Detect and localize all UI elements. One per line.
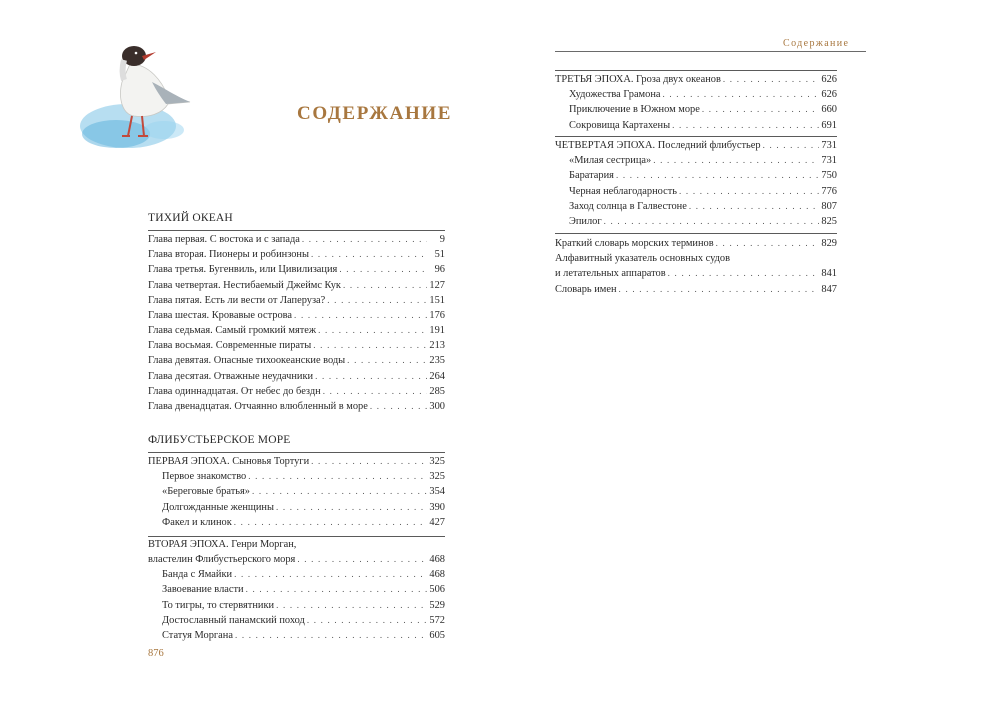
toc-entry[interactable]: Первое знакомство . . . 325 bbox=[148, 469, 445, 484]
page-number: 876 bbox=[148, 648, 164, 659]
toc-entry[interactable]: Краткий словарь морских терминов . . . 829 bbox=[555, 236, 837, 251]
toc-entry[interactable]: Глава третья. Бугенвиль, или Цивилизация . . . 96 bbox=[148, 262, 445, 277]
toc-entry[interactable]: Глава четвертая. Нестибаемый Джеймс Кук . . . 127 bbox=[148, 278, 445, 293]
page-title: СОДЕРЖАНИЕ bbox=[297, 103, 452, 124]
toc-epoch-heading[interactable]: ТРЕТЬЯ ЭПОХА. Гроза двух океанов . . . 626 bbox=[555, 72, 837, 87]
toc-epoch3 bbox=[555, 72, 837, 133]
section-rule bbox=[148, 230, 445, 231]
toc-entry[interactable]: Черная неблагодарность . . . 776 bbox=[555, 184, 837, 199]
toc-entry[interactable]: Статуя Моргана . . . 605 bbox=[148, 628, 445, 643]
toc-entry[interactable]: и летательных аппаратов . . . 841 bbox=[555, 266, 837, 281]
toc-entry[interactable]: Алфавитный указатель основных судов bbox=[555, 253, 731, 265]
toc-epoch-heading[interactable]: ПЕРВАЯ ЭПОХА. Сыновья Тортуги . . . 325 bbox=[148, 454, 445, 469]
toc-entry[interactable]: Глава пятая. Есть ли вести от Лаперуза? . . . 151 bbox=[148, 293, 445, 308]
epoch-rule bbox=[555, 70, 837, 71]
toc-entry[interactable]: Глава девятая. Опасные тихоокеанские воды . . . 235 bbox=[148, 354, 445, 369]
toc-entry[interactable]: То тигры, то стервятники . . . 529 bbox=[148, 598, 445, 613]
toc-entry[interactable]: Художества Грамона . . . 626 bbox=[555, 87, 837, 102]
toc-entry[interactable]: Словарь имен . . . 847 bbox=[555, 282, 837, 297]
toc-entry[interactable]: Завоевание власти . . . 506 bbox=[148, 583, 445, 598]
toc-entry[interactable]: Глава десятая. Отважные неудачники . . . 264 bbox=[148, 369, 445, 384]
toc-entry[interactable]: Достославный панамский поход . . . 572 bbox=[148, 613, 445, 628]
toc-entry[interactable]: Глава вторая. Пионеры и робинзоны . . . 51 bbox=[148, 247, 445, 262]
toc-entry[interactable]: «Милая сестрица» . . . 731 bbox=[555, 153, 837, 168]
section-title-flibuster: ФЛИБУСТЬЕРСКОЕ МОРЕ bbox=[148, 434, 291, 446]
toc-entry[interactable]: Глава шестая. Кровавые острова . . . 176 bbox=[148, 308, 445, 323]
header-rule bbox=[555, 51, 866, 52]
toc-entry[interactable]: Долгожданные женщины . . . 390 bbox=[148, 500, 445, 515]
toc-entry[interactable]: Заход солнца в Галвестоне . . . 807 bbox=[555, 199, 837, 214]
epoch-rule bbox=[555, 136, 837, 137]
toc-entry[interactable]: Факел и клинок . . . 427 bbox=[148, 515, 445, 530]
toc-entry[interactable]: Глава первая. С востока и с запада . . . 9 bbox=[148, 232, 445, 247]
toc-flibuster bbox=[148, 454, 445, 643]
toc-entry[interactable]: «Береговые братья» . . . 354 bbox=[148, 484, 445, 499]
toc-pacific bbox=[148, 232, 445, 414]
toc-appendix bbox=[555, 236, 837, 297]
toc-epoch-heading[interactable]: ВТОРАЯ ЭПОХА. Генри Морган, bbox=[148, 538, 297, 550]
toc-entry[interactable]: Приключение в Южном море . . . 660 bbox=[555, 102, 837, 117]
epoch-rule bbox=[148, 536, 445, 537]
toc-entry[interactable]: Сокровища Картахены . . . 691 bbox=[555, 118, 837, 133]
toc-entry[interactable]: Глава седьмая. Самый громкий мятеж . . . 191 bbox=[148, 323, 445, 338]
seagull-illustration bbox=[78, 38, 196, 150]
right-page bbox=[500, 0, 1000, 712]
toc-entry[interactable]: Баратария . . . 750 bbox=[555, 168, 837, 183]
toc-entry[interactable]: Глава двенадцатая. Отчаянно влюбленный в море . . . 300 bbox=[148, 399, 445, 414]
section-rule bbox=[148, 452, 445, 453]
toc-epoch-heading[interactable]: ЧЕТВЕРТАЯ ЭПОХА. Последний флибустьер . . . 731 bbox=[555, 138, 837, 153]
toc-entry[interactable]: Эпилог . . . 825 bbox=[555, 214, 837, 229]
toc-entry[interactable]: Банда с Ямайки . . . 468 bbox=[148, 567, 445, 582]
running-header: Содержание bbox=[783, 38, 850, 49]
toc-entry[interactable]: Глава восьмая. Современные пираты . . . 213 bbox=[148, 338, 445, 353]
toc-entry[interactable]: Глава одиннадцатая. От небес до бездн . . . 285 bbox=[148, 384, 445, 399]
toc-epoch-heading[interactable]: властелин Флибустьерского моря . . . 468 bbox=[148, 552, 445, 567]
appendix-rule bbox=[555, 233, 837, 234]
section-title-pacific: ТИХИЙ ОКЕАН bbox=[148, 212, 233, 224]
toc-epoch4 bbox=[555, 138, 837, 229]
